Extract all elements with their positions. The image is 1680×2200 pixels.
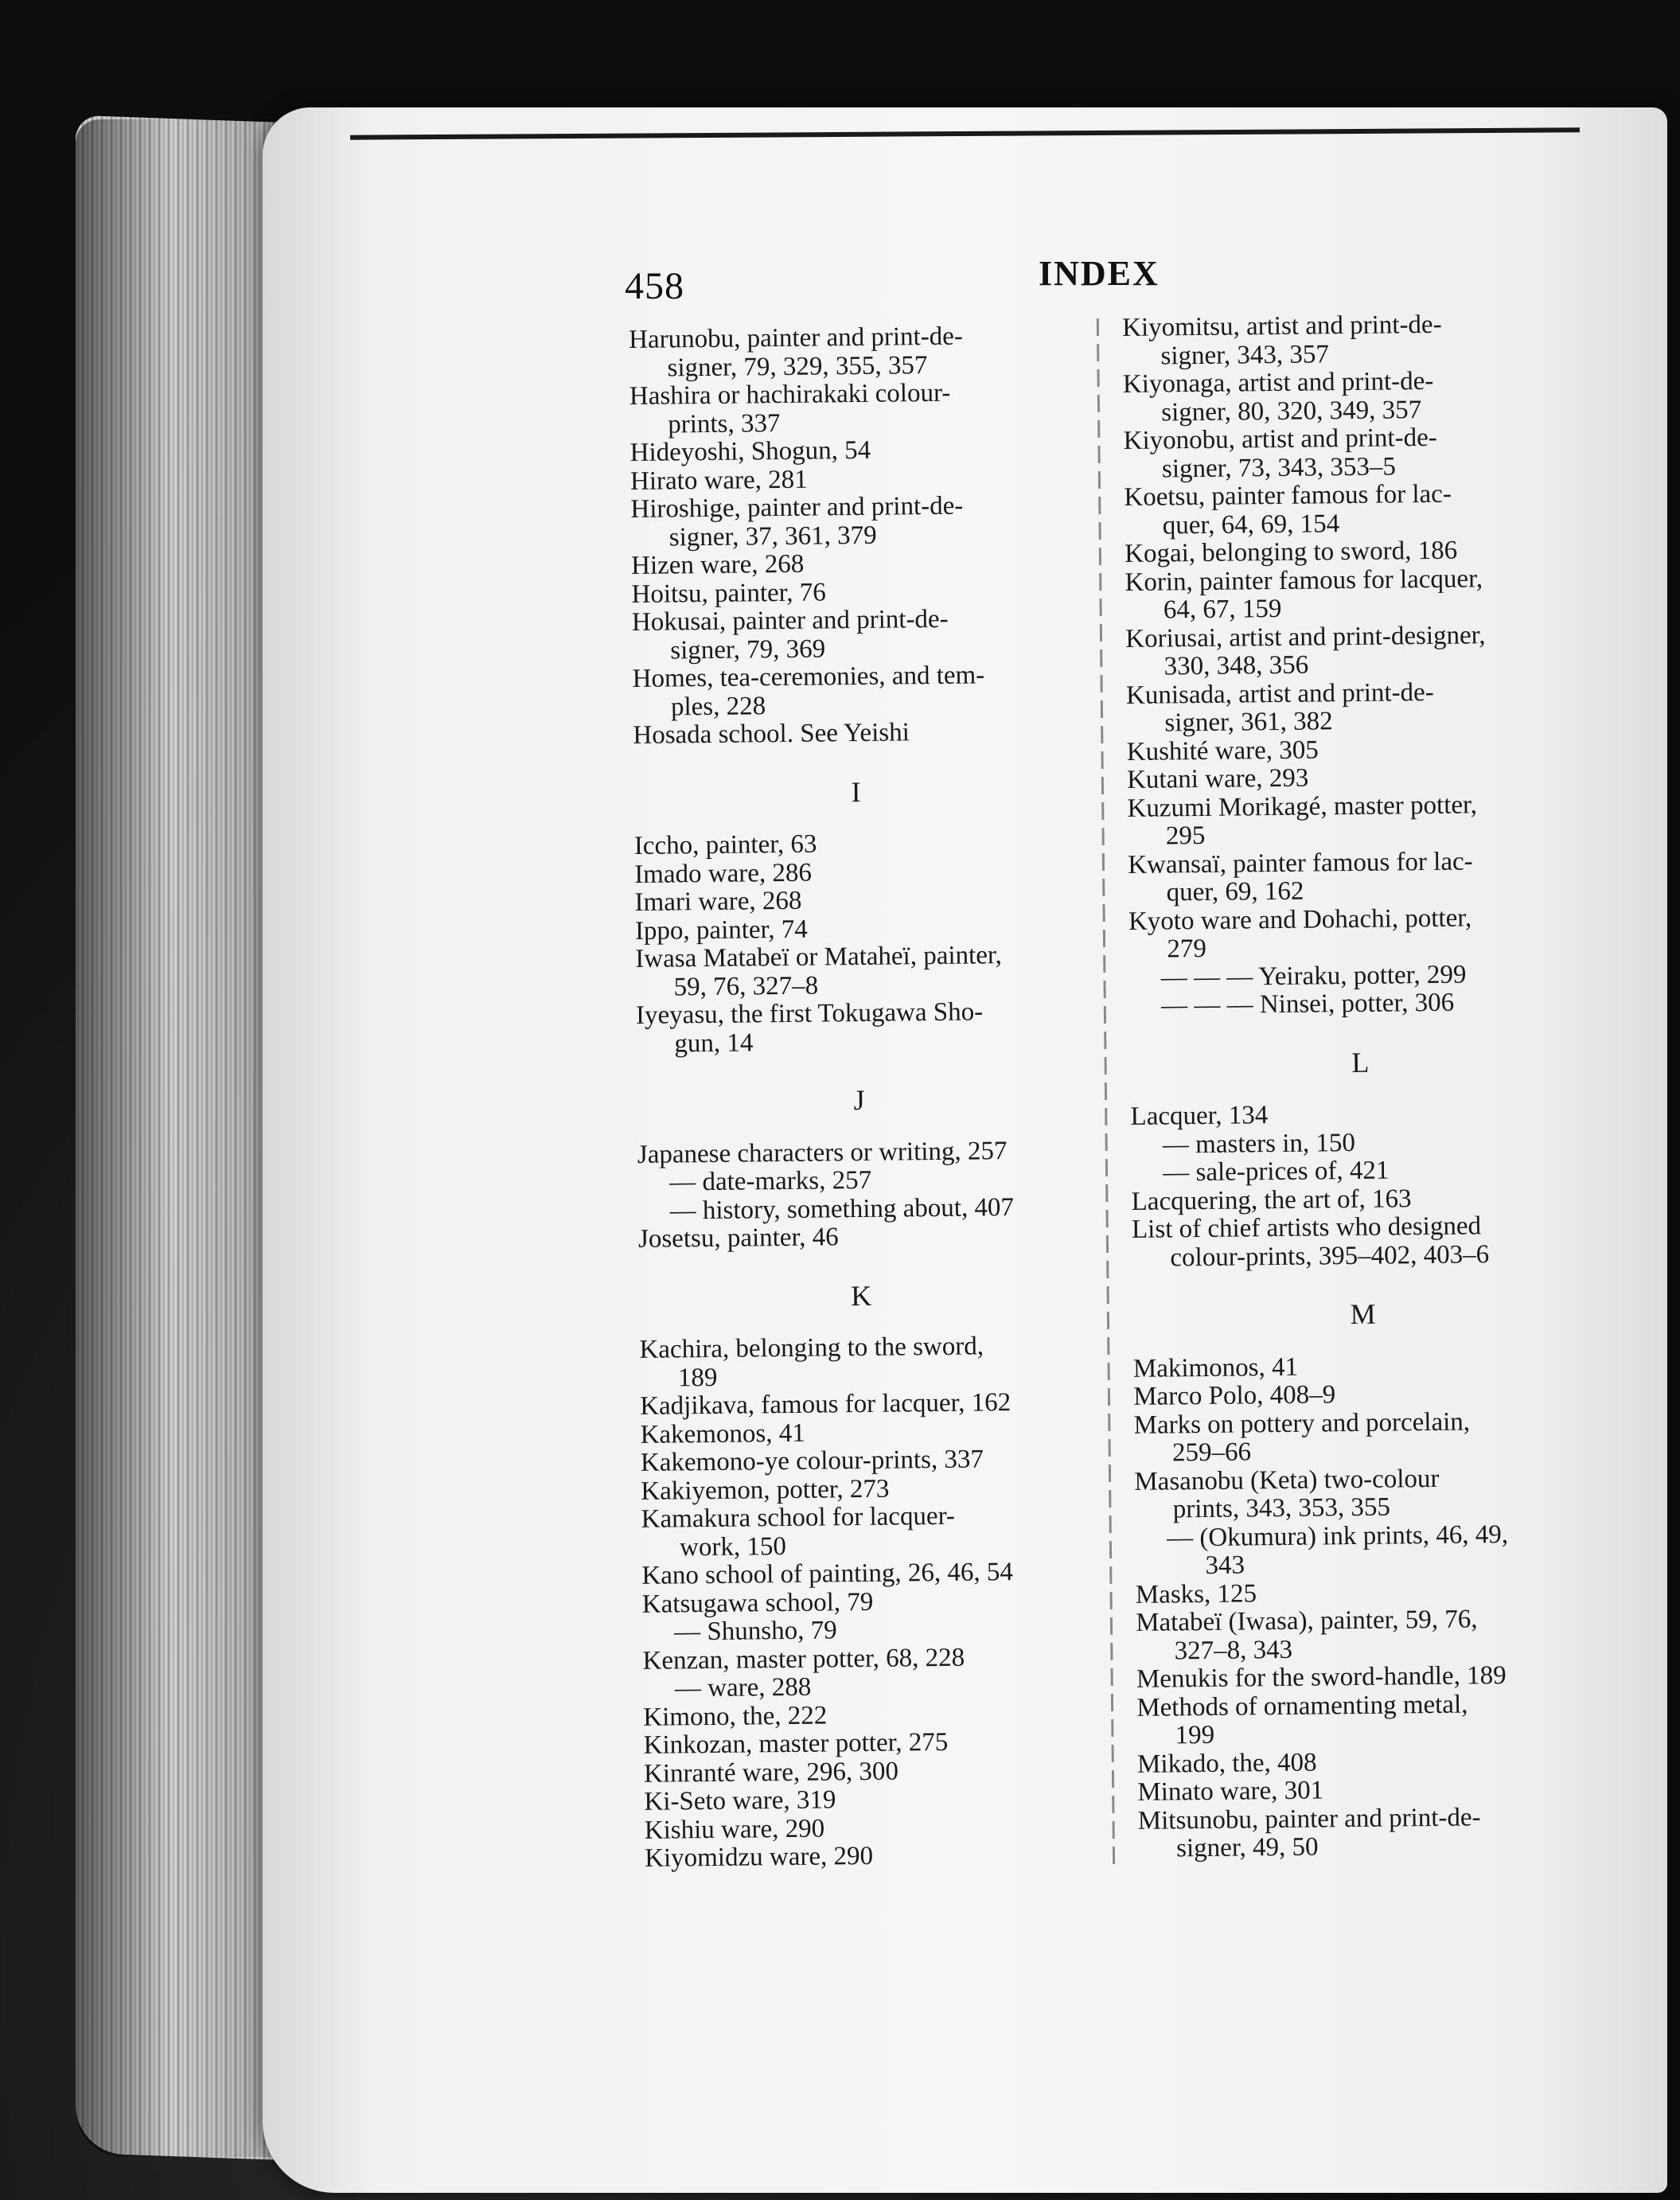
- index-entry: [1133, 1350, 1595, 1383]
- index-entry-line: Kiyomidzu ware, 290: [644, 1841, 874, 1873]
- index-entry: [643, 1699, 1089, 1732]
- index-entry-line: 327–8, 343: [1174, 1635, 1293, 1665]
- index-subentry: [1129, 959, 1591, 993]
- index-entry-line: — sale-prices of, 421: [1163, 1156, 1390, 1188]
- index-entry-line: — (Okumura) ink prints, 46, 49,: [1166, 1519, 1509, 1552]
- index-entry: [1125, 620, 1588, 681]
- index-entry-line: Hashira or hachirakaki colour-: [629, 378, 951, 411]
- index-entry-line: Japanese characters or writing, 257: [637, 1136, 1008, 1169]
- index-entry-line: Methods of ornamenting metal,: [1136, 1690, 1468, 1722]
- index-entry-line: Hosada school. See Yeishi: [633, 718, 910, 750]
- index-entry: [1136, 1576, 1597, 1609]
- index-entry-line: Koetsu, painter famous for lac-: [1124, 479, 1452, 512]
- index-entry-line: Kenzan, master potter, 68, 228: [642, 1643, 965, 1675]
- index-entry: [631, 576, 1077, 609]
- index-entry-line: 295: [1165, 821, 1206, 851]
- index-entry: [1136, 1689, 1599, 1750]
- index-entry: [635, 913, 1081, 946]
- index-entry-line: Katsugawa school, 79: [641, 1587, 874, 1619]
- index-entry: [644, 1784, 1089, 1816]
- index-entry-line: signer, 343, 357: [1160, 339, 1330, 370]
- index-entry: [639, 1332, 1086, 1393]
- index-entry-line: Kiyonaga, artist and print-de-: [1122, 366, 1434, 399]
- index-entry-line: Mitsunobu, painter and print-de-: [1137, 1802, 1481, 1835]
- index-entry-line: List of chief artists who designed: [1131, 1211, 1482, 1244]
- index-entry: [1134, 1463, 1596, 1524]
- index-entry-line: Kamakura school for lacquer-: [641, 1501, 956, 1534]
- index-entry-line: — — — Ninsei, potter, 306: [1160, 988, 1455, 1020]
- index-entry-line: Kinranté ware, 296, 300: [643, 1757, 899, 1788]
- index-entry-line: Hirato ware, 281: [630, 465, 808, 496]
- index-entry-line: signer, 361, 382: [1164, 707, 1333, 738]
- index-entry-line: Kishiu ware, 290: [644, 1814, 825, 1845]
- index-section-letter: L: [1351, 1046, 1370, 1079]
- index-entry-line: — Shunsho, 79: [673, 1616, 837, 1647]
- index-entry: [1123, 366, 1585, 427]
- index-entry-line: Kimono, the, 222: [643, 1700, 828, 1732]
- index-entry: [1128, 903, 1591, 964]
- index-entry: [642, 1586, 1088, 1619]
- index-entry-line: Iccho, painter, 63: [633, 829, 817, 860]
- index-entry: [1122, 310, 1585, 371]
- index-subentry: [1135, 1519, 1597, 1581]
- index-entry: [630, 491, 1077, 552]
- index-entry: [643, 1727, 1089, 1760]
- index-entry: [636, 997, 1082, 1059]
- index-entry-line: Marks on pottery and porcelain,: [1133, 1407, 1471, 1440]
- index-entry: [641, 1558, 1087, 1590]
- index-entry-line: 64, 67, 159: [1163, 594, 1282, 625]
- index-entry-line: Kiyomitsu, artist and print-de-: [1121, 310, 1442, 342]
- index-subentry: [643, 1671, 1089, 1703]
- index-entry-line: Kadjikava, famous for lacquer, 162: [640, 1388, 1012, 1421]
- index-entry: [1136, 1605, 1598, 1666]
- index-entry-line: — — — Yeiraku, potter, 299: [1160, 960, 1467, 993]
- index-entry-line: 259–66: [1171, 1437, 1252, 1468]
- index-entry: [640, 1417, 1086, 1449]
- index-entry: [1123, 423, 1585, 484]
- index-entry-line: — ware, 288: [674, 1672, 812, 1703]
- index-entry: [1137, 1774, 1599, 1808]
- index-entry-line: Imari ware, 268: [634, 886, 802, 917]
- index-entry-line: Kutani ware, 293: [1126, 763, 1309, 794]
- index-column-left: [629, 322, 1090, 1873]
- index-entry: [638, 1221, 1084, 1254]
- index-entry: [1127, 762, 1588, 795]
- index-subentry: [637, 1164, 1083, 1197]
- index-entry: [634, 884, 1080, 917]
- index-entry: [634, 828, 1080, 860]
- index-entry-line: signer, 37, 361, 379: [668, 521, 877, 552]
- index-entry-line: Imado ware, 286: [634, 858, 813, 889]
- index-entry-line: Kiyonobu, artist and print-de-: [1123, 423, 1437, 455]
- index-entry-line: signer, 79, 369: [670, 634, 826, 665]
- index-entry: [1125, 536, 1586, 569]
- index-entry: [634, 856, 1080, 889]
- index-entry-line: Homes, tea-ceremonies, and tem-: [632, 661, 985, 693]
- index-entry-line: Kogai, belonging to sword, 186: [1124, 536, 1458, 568]
- index-entry: [632, 604, 1078, 665]
- index-entry-line: Kwansaï, painter famous for lac-: [1128, 846, 1473, 880]
- index-entry-line: Marco Polo, 408–9: [1133, 1380, 1336, 1411]
- index-entry-line: Kinkozan, master potter, 275: [643, 1727, 949, 1760]
- index-entry-line: Kushité ware, 305: [1126, 735, 1319, 766]
- index-entry-line: Lacquer, 134: [1130, 1101, 1269, 1131]
- index-entry-line: — masters in, 150: [1162, 1128, 1356, 1160]
- index-entry-line: 189: [677, 1363, 718, 1392]
- index-entry: [642, 1643, 1088, 1675]
- index-entry-line: ples, 228: [670, 691, 766, 721]
- index-entry-line: signer, 80, 320, 349, 357: [1161, 395, 1422, 427]
- index-entry-line: Kunisada, artist and print-de-: [1125, 677, 1434, 710]
- index-entry-line: work, 150: [679, 1531, 787, 1562]
- index-entry: [630, 463, 1076, 496]
- index-entry-line: colour-prints, 395–402, 403–6: [1170, 1239, 1490, 1272]
- index-entry: [641, 1445, 1086, 1477]
- index-entry-line: Masanobu (Keta) two-colour: [1134, 1464, 1440, 1496]
- index-entry: [630, 378, 1076, 439]
- index-entry-line: signer, 49, 50: [1175, 1832, 1319, 1863]
- index-entry: [645, 1840, 1090, 1873]
- index-entry: [1133, 1406, 1596, 1468]
- index-entry-line: Makimonos, 41: [1132, 1352, 1299, 1383]
- index-entry: [630, 435, 1075, 467]
- index-entry-line: Ippo, painter, 74: [634, 915, 808, 946]
- index-entry-line: Iyeyasu, the first Tokugawa Sho-: [635, 997, 984, 1030]
- index-entry: [1127, 790, 1589, 851]
- index-entry: [1136, 1661, 1598, 1695]
- index-entry-line: 199: [1175, 1720, 1215, 1750]
- index-entry: [637, 1137, 1083, 1169]
- index-entry-line: 59, 76, 327–8: [673, 971, 819, 1001]
- index-section-letter: I: [851, 775, 862, 808]
- index-entry-line: Hoitsu, painter, 76: [631, 577, 827, 609]
- index-subentry: [637, 1193, 1083, 1226]
- index-section-letter: K: [851, 1279, 873, 1312]
- index-entry: [641, 1473, 1086, 1506]
- index-entry-line: quer, 64, 69, 154: [1162, 509, 1340, 540]
- index-entry-line: Hiroshige, painter and print-de-: [630, 491, 964, 524]
- index-entry: [1130, 1098, 1592, 1132]
- index-entry-line: gun, 14: [674, 1028, 754, 1058]
- index-entry-line: Kano school of painting, 26, 46, 54: [641, 1558, 1014, 1590]
- index-entry: [1127, 733, 1588, 766]
- index-column-right: [1122, 310, 1600, 1863]
- index-entry: [644, 1756, 1089, 1788]
- running-head: INDEX: [1039, 254, 1160, 293]
- index-entry-line: signer, 79, 329, 355, 357: [667, 350, 928, 382]
- index-entry: [629, 322, 1075, 383]
- index-section-letter: M: [1350, 1297, 1377, 1331]
- index-entry: [633, 717, 1078, 750]
- index-entry-line: Mikado, the, 408: [1136, 1748, 1317, 1779]
- index-entry: [1125, 564, 1587, 625]
- index-entry-line: Minato ware, 301: [1137, 1776, 1324, 1807]
- index-entry: [641, 1501, 1088, 1562]
- index-entry-line: Kyoto ware and Dohachi, potter,: [1128, 903, 1472, 936]
- index-entry-line: 279: [1167, 934, 1207, 964]
- index-entry-line: Kachira, belonging to the sword,: [639, 1332, 984, 1364]
- index-entry-line: 343: [1205, 1551, 1245, 1580]
- index-entry-line: Harunobu, painter and print-de-: [628, 322, 964, 354]
- index-entry-line: Kakiyemon, potter, 273: [641, 1474, 890, 1506]
- index-entry: [1132, 1211, 1594, 1273]
- index-entry-line: Hokusai, painter and print-de-: [631, 604, 949, 637]
- index-entry-line: Iwasa Matabeï or Mataheï, painter,: [635, 941, 1002, 973]
- index-entry-line: Hideyoshi, Shogun, 54: [630, 435, 871, 467]
- index-entry: [1128, 846, 1590, 907]
- index-subentry: [1131, 1126, 1592, 1160]
- index-entry: [645, 1812, 1090, 1845]
- index-entry-line: Hizen ware, 268: [630, 549, 805, 580]
- index-entry-line: Ki-Seto ware, 319: [644, 1785, 836, 1816]
- index-entry: [1124, 479, 1586, 540]
- index-subentry: [642, 1614, 1088, 1647]
- index-entry-line: prints, 343, 353, 355: [1172, 1492, 1391, 1524]
- index-subentry: [1131, 1155, 1592, 1188]
- index-entry-line: signer, 73, 343, 353–5: [1161, 451, 1397, 483]
- index-entry-line: prints, 337: [668, 408, 781, 439]
- index-entry-line: Josetsu, painter, 46: [637, 1223, 839, 1254]
- index-entry-line: Koriusai, artist and print-designer,: [1125, 620, 1486, 653]
- index-entry-line: Kakemonos, 41: [640, 1418, 805, 1449]
- index-entry-line: Menukis for the sword-handle, 189: [1136, 1661, 1507, 1694]
- index-entry-line: Masks, 125: [1135, 1578, 1257, 1609]
- index-entry: [632, 661, 1078, 722]
- index-entry-line: Korin, painter famous for lacquer,: [1125, 564, 1483, 597]
- index-entry-line: Lacquering, the art of, 163: [1131, 1184, 1412, 1216]
- index-entry: [1137, 1746, 1599, 1779]
- index-entry: [631, 548, 1077, 580]
- page-number: 458: [625, 265, 684, 307]
- index-entry-line: — history, something about, 407: [669, 1192, 1015, 1226]
- index-entry-line: — date-marks, 257: [669, 1165, 872, 1197]
- index-entry: [1131, 1183, 1592, 1216]
- index-entry: [1126, 677, 1588, 738]
- index-entry-line: Matabeï (Iwasa), painter, 59, 76,: [1136, 1605, 1478, 1637]
- index-subentry: [1129, 988, 1591, 1021]
- index-entry-line: Kuzumi Morikagé, master potter,: [1127, 790, 1478, 823]
- index-entry: [1133, 1379, 1595, 1412]
- index-entry-line: 330, 348, 356: [1164, 650, 1309, 681]
- index-entry-line: quer, 69, 162: [1166, 876, 1304, 907]
- index-entry: [635, 941, 1082, 1002]
- index-entry-line: Kakemono-ye colour-prints, 337: [640, 1445, 984, 1477]
- index-entry: [640, 1388, 1086, 1421]
- index-entry: [1138, 1802, 1600, 1863]
- index-section-letter: J: [853, 1083, 866, 1117]
